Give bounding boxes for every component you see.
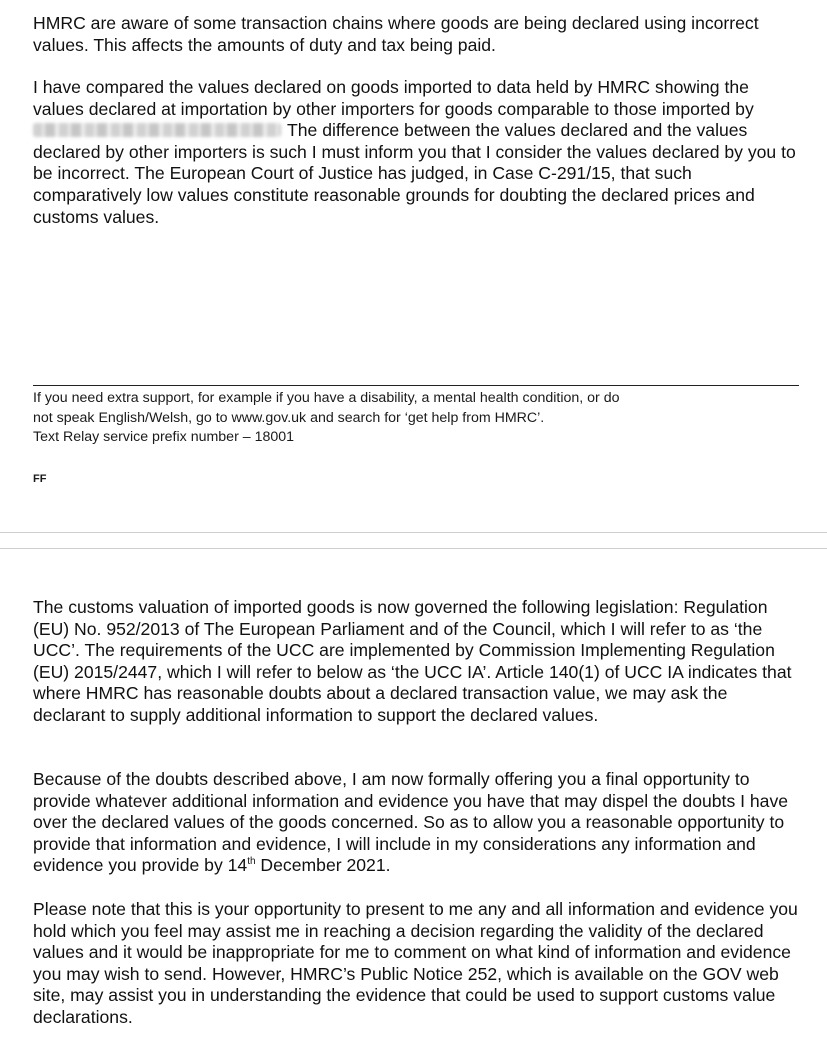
paragraph-values-comparison-start: I have compared the values declared on goods imported to data held by HMRC showing the values declared at importation by other importers for goods comparable to those imported by	[33, 77, 754, 119]
paragraph-values-comparison	[33, 77, 803, 228]
paragraph-final-opportunity-start: Because of the doubts described above, I am now formally offering you a final opportunity to provide whatever additional information and evidence you have that may dispel the doubts I have over the declared values of the goods concerned. So as to allow you a reasonable opportunity to provide that information and evidence, I will include in my considerations any information and evidence you provide by 14	[33, 769, 789, 876]
reference-code: FF	[33, 473, 47, 485]
footer-divider	[33, 385, 799, 386]
date-ordinal-suffix: th	[247, 856, 256, 868]
footer-line-1: If you need extra support, for example if you have a disability, a mental health condition, or do	[33, 390, 620, 406]
paragraph-final-opportunity-end: December 2021.	[255, 855, 391, 876]
paragraph-transaction-chains: HMRC are aware of some transaction chains where goods are being declared using incorrect values. This affects the amounts of duty and tax being paid.	[33, 13, 759, 55]
footer-line-2: not speak English/Welsh, go to www.gov.uk and search for ‘get help from HMRC’.	[33, 409, 545, 426]
footer-support-info	[33, 389, 803, 448]
paragraph-final-opportunity	[33, 769, 803, 877]
paragraph-public-notice: Please note that this is your opportunity to present to me any and all information and evidence you hold which you feel may assist me in reaching a decision regarding the validity of the declared values and it would be inappropriate for me to comment on what kind of information and evidence you may wish to send. However, HMRC’s Public Notice 252, which is available on the GOV web site, may assist you in understanding the evidence that could be used to support customs value declarations.	[33, 899, 798, 1027]
redacted-importer-name	[33, 123, 281, 137]
paragraph-legislation: The customs valuation of imported goods is now governed the following legislation: Regulation (EU) No. 952/2013 of The European Parliament and of the Council, which I will refer to as ‘the UCC’. The requirements of the UCC are implemented by Commission Implementing Regulation (EU) 2015/2447, which I will refer to below as ‘the UCC IA’. Article 140(1) of UCC IA indicates that where HMRC has reasonable doubts about a declared transaction value, we may ask the declarant to supply additional information to support the declared values.	[33, 597, 792, 725]
page-break	[0, 532, 827, 549]
footer-line-3: Text Relay service prefix number – 18001	[33, 429, 295, 445]
paragraph-values-comparison-end: The difference between the values declared and the values declared by other importers is such I must inform you that I consider the values declared by you to be incorrect. The European Court of Justice has judged, in Case C-291/15, that such comparatively low values constitute reasonable grounds for doubting the declared prices and customs values.	[33, 120, 796, 227]
